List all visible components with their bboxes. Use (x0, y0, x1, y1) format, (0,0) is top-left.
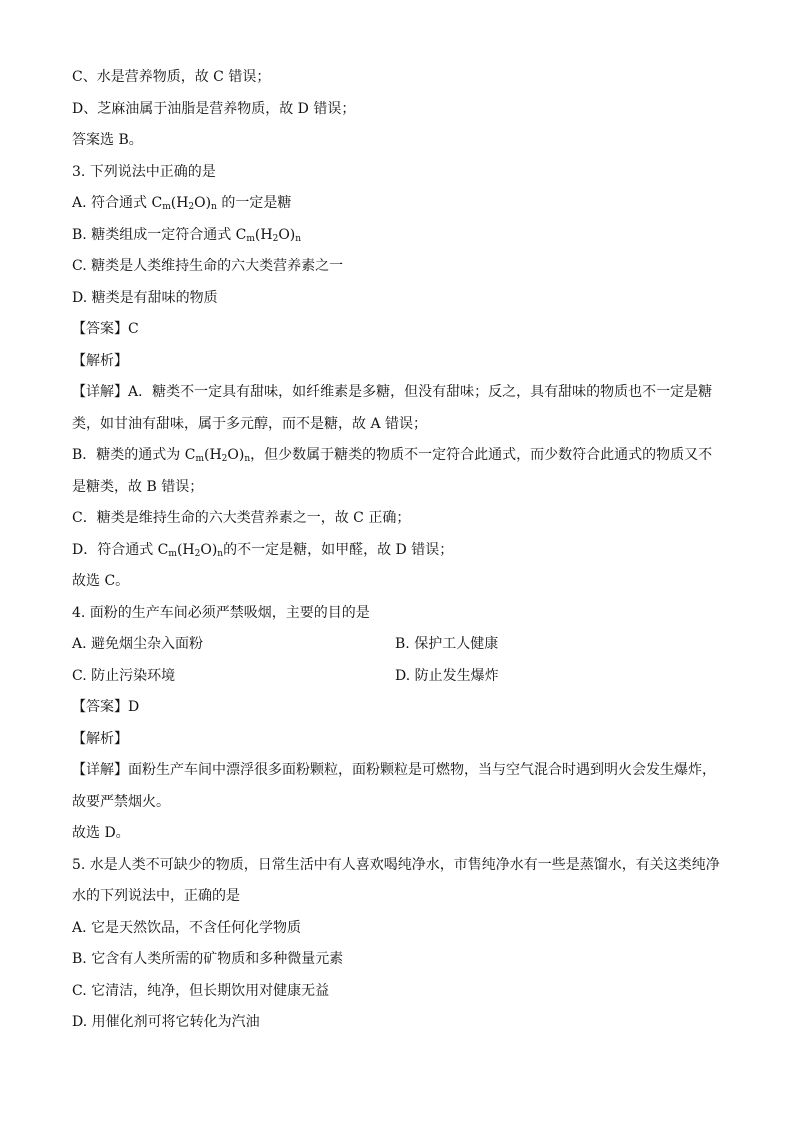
q4-detail: 【详解】面粉生产车间中漂浮很多面粉颗粒，面粉颗粒是可燃物，当与空气混合时遇到明火会发生爆炸，故要严禁烟火。 (72, 762, 716, 810)
q5-option-b: B. 它含有人类所需的矿物质和多种微量元素 (72, 951, 344, 967)
q3-answer: 【答案】C (72, 321, 139, 337)
q3-option-b: B. 糖类组成一定符合通式 $C_m(H_2O)_n$ (72, 226, 302, 244)
prev-option-c: C、水是营养物质，故 C 错误； (72, 69, 271, 85)
q4-option-a: A. 避免烟尘杂入面粉 (72, 636, 204, 652)
prev-option-d: D、芝麻油属于油脂是营养物质，故 D 错误； (72, 100, 356, 117)
q4-option-b: B. 保护工人健康 (395, 636, 499, 652)
q3-analysis-label: 【解析】 (72, 352, 128, 369)
q4-options-row-1 (72, 629, 722, 661)
q4-options-row-2 (72, 661, 722, 693)
q5-option-c: C. 它清洁，纯净，但长期饮用对健康无益 (72, 982, 330, 999)
q5-option-a: A. 它是天然饮品，不含任何化学物质 (72, 919, 302, 936)
q4-conclusion: 故选 D。 (72, 825, 130, 841)
q3-detail-a: 【详解】A．糖类不一定具有甜味，如纤维素是多糖，但没有甜味；反之，具有甜味的物质也不一定是糖类，如甘油有甜味，属于多元醇，而不是糖，故 A 错误； (72, 384, 713, 432)
document-page (72, 62, 722, 1039)
q4-answer: 【答案】D (72, 699, 140, 715)
q3-detail-c: C．糖类是维持生命的六大类营养素之一，故 C 正确； (72, 510, 411, 526)
q4-stem: 4. 面粉的生产车间必须严禁吸烟，主要的目的是 (72, 604, 370, 621)
q3-detail-b: B．糖类的通式为 $C_m(H_2O)_n$，但少数属于糖类的物质不一定符合此通式，而少数符合此通式的物质又不是糖类，故 B 错误； (72, 447, 713, 495)
q3-detail-d: D．符合通式 $C_m(H_2O)_n$的不一定是糖，如甲醛，故 D 错误； (72, 541, 454, 559)
q4-analysis-label: 【解析】 (72, 730, 128, 747)
q3-option-d: D. 糖类是有甜味的物质 (72, 289, 218, 306)
prev-conclusion: 答案选 B。 (72, 132, 143, 148)
q5-option-d: D. 用催化剂可将它转化为汽油 (72, 1014, 260, 1030)
q3-option-c: C. 糖类是人类维持生命的六大类营养素之一 (72, 258, 344, 274)
q4-option-d: D. 防止发生爆炸 (395, 667, 499, 684)
q3-conclusion: 故选 C。 (72, 573, 130, 589)
q3-stem: 3. 下列说法中正确的是 (72, 163, 216, 180)
q4-option-c: C. 防止污染环境 (72, 667, 176, 684)
q3-option-a: A. 符合通式 $C_m(H_2O)_n$ 的一定是糖 (72, 195, 292, 212)
q5-stem: 5. 水是人类不可缺少的物质，日常生活中有人喜欢喝纯净水，市售纯净水有一些是蒸馏水，有关这类纯净水的下列说法中，正确的是 (72, 856, 720, 904)
